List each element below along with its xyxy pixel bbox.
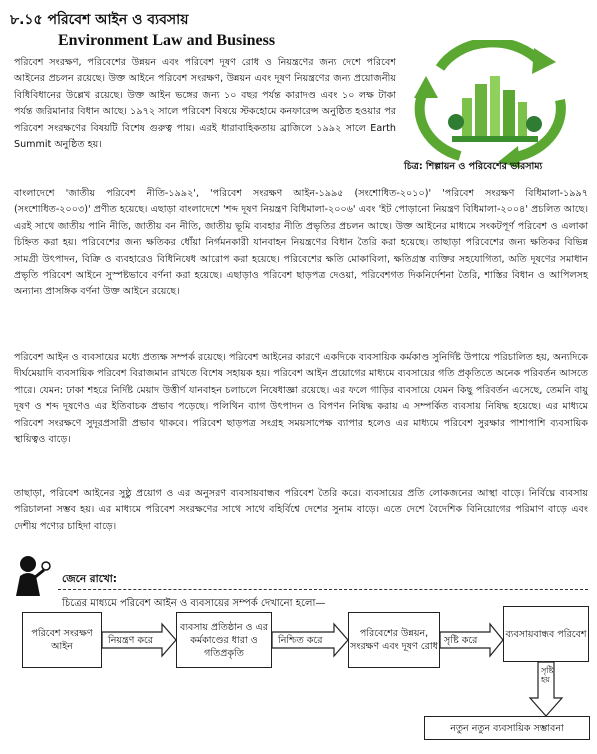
flow-label-ensures: নিশ্চিত করে bbox=[278, 635, 323, 646]
paragraph-1: পরিবেশ সংরক্ষণ, পরিবেশের উন্নয়ন এবং পরিবেশ দূষণ রোধ ও নিয়ন্ত্রণের জন্য দেশে পরিবেশ আইনের প্রচলন রয়েছে। উক্ত আইনে পরিবেশ সংরক্ষণ, উন্নয়ন এবং দূষণ নিয়ন্ত্রণের জন্য প্রয়োজনীয় বিধিবিধানের উল্লেখ রয়েছে। উক্ত আইন ভঙ্গের জন্য ১০ বছর পর্যন্ত কারাদণ্ড এবং ১০ লক্ষ টাকা পর্যন্ত জরিমানার বিধান আছে। ১৯৭২ সালে পরিবেশ বিষয়ে স্টকহোমে কনফারেন্স অনুষ্ঠিত হওয়ার পর পরিবেশ সংরক্ষণের বিষয়টি বিশেষ গুরুত্ব পায়। এরই ধারাবাহিকতায় ব্রাজিলে ১৯৯২ সালে Earth Summit অনুষ্ঠিত হয়। bbox=[14, 57, 396, 151]
recycle-city-icon bbox=[400, 40, 588, 170]
figure-caption: চিত্র: শিল্পায়ন ও পরিবেশের ভারসাম্য bbox=[404, 161, 543, 172]
flow-label-controls: নিয়ন্ত্রণ করে bbox=[108, 635, 154, 646]
flow-box-environment-law: পরিবেশ সংরক্ষণ আইন bbox=[22, 612, 102, 668]
note-text: চিত্রের মাধ্যমে পরিবেশ আইন ও ব্যবসায়ের সম্পর্ক দেখানো হলো— bbox=[62, 598, 326, 609]
flow-box-environment-development: পরিবেশের উন্নয়ন, সংরক্ষণ এবং দূষণ রোধ bbox=[348, 612, 440, 668]
paragraph-2: পরিবেশ আইন ও ব্যবসায়ের মধ্যে প্রত্যক্ষ সম্পর্ক রয়েছে। পরিবেশ আইনের কারণে একদিকে ব্যবসায়িক কর্মকাণ্ড সুনির্দিষ্ট উপায়ে পরিচালিত হয়, অন্যদিকে দীর্ঘমেয়াদি ব্যবসায়িক পরিবেশ বিরাজমান রাখতে বিশেষ সহায়ক হয়। পরিবেশ আইন প্রয়োগের মাধ্যমে ব্যবসায়ের গতি প্রকৃতিতে অনেক পরিবর্তন আসতে পারে। যেমন: ঢাকা শহরে নির্দিষ্ট মেয়াদ উত্তীর্ণ যানবাহন চলাচলে নিষেধাজ্ঞা রয়েছে। এর ফলে গাড়ির ব্যবসায়ে যেমন কিছু পরিবর্তন এসেছে, তেমনি বায়ু দূষণ ও শব্দ দূষণেও এর ইতিবাচক প্রভাব পড়েছে। পলিথিন ব্যাগ উৎপাদন ও বিপণন নিষিদ্ধ করায় এ সম্পর্কিত ব্যবসায় নিষিদ্ধ হয়েছে। এর মাধ্যমে পরিবেশ সংরক্ষণে সুদূরপ্রসারী প্রভাব থাকবে। পরিবেশ ছাড়পত্র সংগ্রহ সময়সাপেক্ষ ব্যাপার হলেও এর মাধ্যমে পরিবেশ সুরক্ষার পাশাপাশি ব্যবসায়িক স্থায়িত্বও বাড়ে। bbox=[14, 352, 588, 446]
note-divider bbox=[58, 589, 588, 590]
flow-box-new-business-opportunities: নতুন নতুন ব্যবসায়িক সম্ভাবনা bbox=[424, 716, 590, 740]
paragraph-3: তাছাড়া, পরিবেশ আইনের সুষ্ঠু প্রয়োগ ও এর অনুসরণ ব্যবসায়বান্ধব পরিবেশ তৈরি করে। ব্যবসায়ের প্রতি লোকজনের আস্থা বাড়ে। নির্বিঘ্নে ব্যবসায় পরিচালনা সম্ভব হয়। এর মাধ্যমে পরিবেশ সংরক্ষণের সাথে সাথে বহির্বিশ্বে দেশের সুনাম বাড়ে। এতে দেশে বৈদেশিক বিনিয়োগের পরিমাণ বাড়ে এবং দেশীয় পণ্যের চাহিদা বাড়ে। bbox=[14, 488, 588, 532]
flow-box-business-activities: ব্যবসায় প্রতিষ্ঠান ও এর কর্মকাণ্ডের ধারা ও গতিপ্রকৃতি bbox=[176, 612, 272, 668]
flow-label-arises: সৃষ্টি হয় bbox=[541, 666, 554, 684]
section-title: ৮.১৫ পরিবেশ আইন ও ব্যবসায় bbox=[10, 12, 189, 28]
flow-box-business-friendly-environment: ব্যবসায়বান্ধব পরিবেশ bbox=[503, 606, 589, 662]
flow-label-creates: সৃষ্টি করে bbox=[444, 635, 478, 646]
thinking-person-icon bbox=[8, 552, 54, 598]
section-subtitle: Environment Law and Business bbox=[58, 32, 276, 49]
note-title: জেনে রাখো: bbox=[62, 573, 117, 585]
paragraph-1-continued: বাংলাদেশে 'জাতীয় পরিবেশ নীতি-১৯৯২', 'পরিবেশ সংরক্ষণ আইন-১৯৯৫ (সংশোধিত-২০১০)' 'পরিবেশ সংরক্ষণ বিধিমালা-১৯৯৭ (সংশোধিত-২০০৩)' প্রণীত হয়েছে। এছাড়া বাংলাদেশে 'শব্দ দূষণ নিয়ন্ত্রণ বিধিমালা-২০০৬' এবং 'ইট পোড়ানো নিয়ন্ত্রণ বিধিমালা-২০০৪' প্রচলিত আছে। এরই সাথে জাতীয় পানি নীতি, জাতীয় বন নীতি, জাতীয় ভূমি ব্যবহার নীতি প্রভৃতির প্রচলন আছে। উক্ত আইনের মাধ্যমে সংকটপূর্ণ পরিবেশ ও এলাকা চিহ্নিত করা হয়। পরিবেশের জন্য ক্ষতিকর ধোঁয়া নির্গমনকারী যানবাহন নিয়ন্ত্রণের বিধান তৈরি করা হয়েছে। তাছাড়া পরিবেশের জন্য ক্ষতিকর বিভিন্ন সামগ্রী উৎপাদন, বিক্রি ও ব্যবহারেও বিধিনিষেধ আরোপ করা হয়েছে। পরিবেশের ক্ষতি মোকাবিলা, ক্ষতিগ্রস্ত ব্যক্তির সহযোগিতা, অতি দূষণের সমাধান প্রভৃতি পরিবেশ আইনে সুস্পষ্টভাবে বর্ণনা করা হয়েছে। এছাড়াও পরিবেশ ছাড়পত্র দেওয়া, পরিবেশগত দিকনির্দেশনা তৈরি, শাস্তির বিধান ও আপিলসহ অন্যান্য প্রাসঙ্গিক বর্ণনা উক্ত আইনে রয়েছে। bbox=[14, 188, 588, 298]
